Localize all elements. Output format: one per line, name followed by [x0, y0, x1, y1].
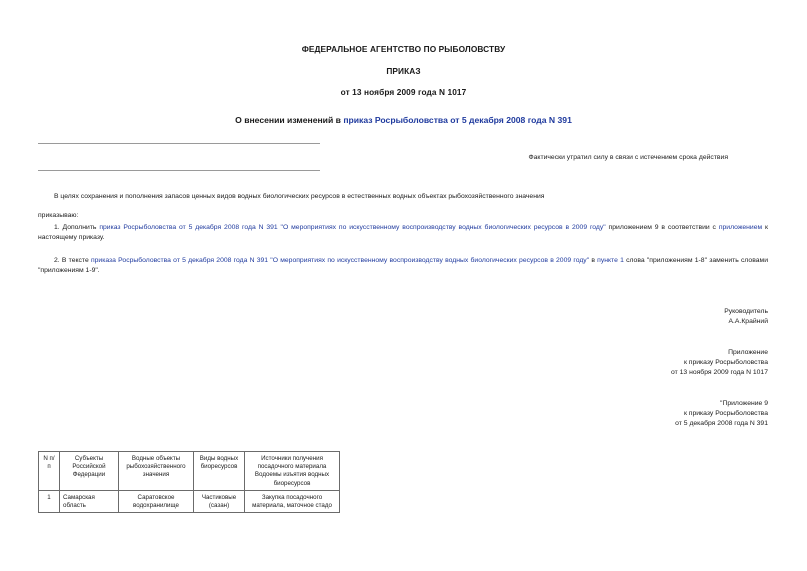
item1-middle: приложением 9 в соответствии с [605, 224, 719, 231]
item2-suffix: слова "приложениям 1-8" заменить словами "приложениям 1-9". [38, 257, 768, 274]
preamble: В целях сохранения и пополнения запасов ценных видов водных биологических ресурсов в естественных водных объектах рыбохозяйственного значения [54, 193, 545, 200]
table-header-row [39, 452, 340, 491]
header-sources: Источники получения посадочного материала Водоемы изъятия водных биоресурсов [245, 452, 340, 491]
order-item-2 [38, 256, 768, 276]
item2-middle: в [589, 257, 598, 264]
document-type: ПРИКАЗ [386, 66, 421, 76]
signature-role: Руководитель [724, 308, 768, 315]
appendix-line-3: от 13 ноября 2009 года N 1017 [671, 369, 768, 376]
header-water-objects: Водные объекты рыбохозяйственного значения [119, 452, 194, 491]
divider-bottom [38, 170, 320, 171]
table-row [39, 490, 340, 512]
item1-prefix: 1. Дополнить [54, 224, 100, 231]
title-link-order-391[interactable]: приказ Росрыболовства от 5 декабря 2008 года N 391 [343, 115, 572, 125]
agency-name: ФЕДЕРАЛЬНОЕ АГЕНТСТВО ПО РЫБОЛОВСТВУ [301, 44, 506, 54]
appendix-table [38, 451, 340, 513]
signature-name: А.А.Крайний [728, 318, 768, 325]
status-note: Фактически утратил силу в связи с истечением срока действия [528, 154, 728, 161]
cell-water-object: Саратовское водохранилище [119, 490, 194, 512]
item2-link-clause-1[interactable]: пункте 1 [597, 257, 624, 264]
appendix-line-1: Приложение [728, 349, 768, 356]
cell-number: 1 [39, 490, 60, 512]
cell-species: Частиковые (сазан) [194, 490, 245, 512]
cell-source: Закупка посадочного материала, маточное стадо [245, 490, 340, 512]
title-prefix: О внесении изменений в [235, 115, 344, 125]
appendix9-line-2: к приказу Росрыболовства [683, 410, 768, 417]
appendix9-line-1: "Приложение 9 [720, 400, 768, 407]
cell-subject: Самарская область [60, 490, 119, 512]
signature-block [724, 307, 768, 327]
document-date: от 13 ноября 2009 года N 1017 [340, 87, 467, 97]
item1-suffix: к настоящему приказу. [38, 224, 768, 241]
header-number: N п/п [39, 452, 60, 491]
item1-link-appendix[interactable]: приложением [718, 224, 763, 231]
item2-link-order-391[interactable]: приказа Росрыболовства от 5 декабря 2008 года N 391 "О мероприятиях по искусственному воспроизводству водных биологических ресурсов в 2009 году" [90, 257, 590, 264]
item1-link-order-391[interactable]: приказ Росрыболовства от 5 декабря 2008 года N 391 "О мероприятиях по искусственному воспроизводству водных биологических ресурсов в 2009 году" [99, 224, 606, 231]
order-item-1 [38, 223, 768, 243]
header-species: Виды водных биоресурсов [194, 452, 245, 491]
divider-top [38, 143, 320, 144]
appendix9-line-3: от 5 декабря 2008 года N 391 [675, 420, 768, 427]
header-subjects: Субъекты Российской Федерации [60, 452, 119, 491]
order-word: приказываю: [38, 212, 79, 219]
item2-prefix: 2. В тексте [54, 257, 91, 264]
document-title [0, 115, 807, 125]
appendix-line-2: к приказу Росрыболовства [683, 359, 768, 366]
appendix-caption [671, 348, 768, 378]
appendix-9-caption [675, 399, 768, 429]
